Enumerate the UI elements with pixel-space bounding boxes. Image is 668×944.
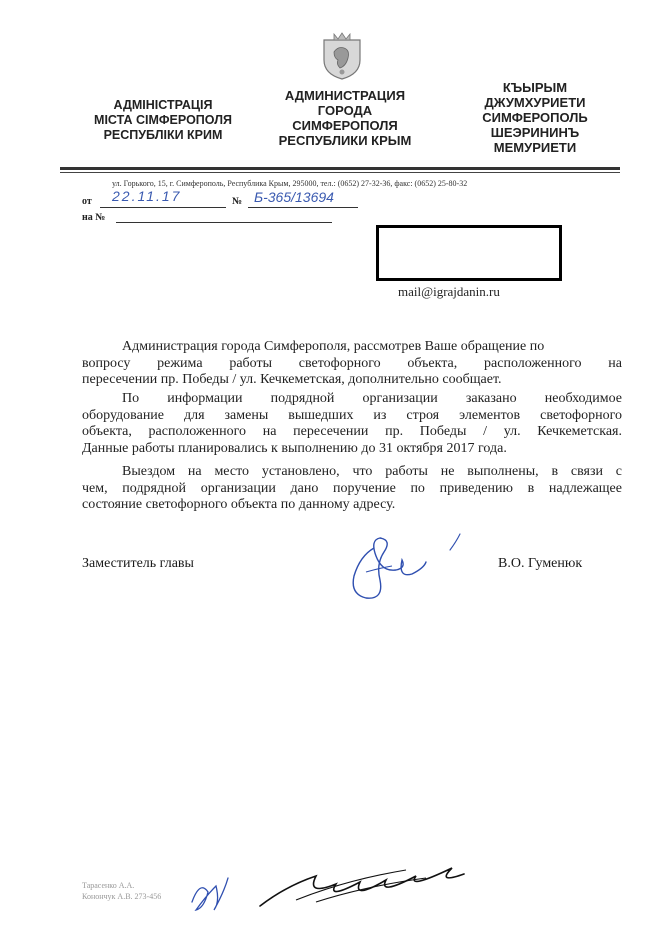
text-line: вопросу режима работы светофорного объекта, расположенного на — [82, 355, 622, 371]
text-line: пересечении пр. Победы / ул. Кечкеметская, дополнительно сообщает. — [82, 372, 502, 387]
signatory-position: Заместитель главы — [82, 556, 194, 571]
text-line: Выездом на место установлено, что работы не выполнены, в связи с — [122, 464, 622, 479]
address-line: ул. Горького, 15, г. Симферополь, Республика Крым, 295000, тел.: (0652) 27-32-36, факс: (0652) 25-80-32 — [112, 179, 468, 188]
text-line: Данные работы планировались к выполнению до 31 октября 2017 года. — [82, 440, 507, 456]
header-line: РЕСПУБЛИКИ КРЫМ — [278, 133, 412, 148]
approval-scribble — [256, 856, 468, 912]
recipient-email: mail@igrajdanin.ru — [398, 284, 500, 299]
executor-line: Тарасенко А.А. — [82, 881, 135, 890]
header-line: МЕМУРИЕТИ — [493, 140, 577, 155]
date-underline — [100, 207, 226, 208]
executor-info — [82, 880, 161, 902]
paragraph-3 — [82, 464, 622, 514]
from-label: от — [82, 196, 92, 207]
redacted-recipient-box — [376, 225, 562, 281]
ref-underline — [116, 222, 332, 223]
header-line: КЪЫРЫМ — [502, 80, 568, 95]
header-divider — [60, 167, 620, 170]
number-label: № — [232, 196, 243, 207]
paragraph-2 — [82, 391, 622, 457]
number-underline — [248, 207, 358, 208]
text-line: чем, подрядной организации дано поручение по приведению в надлежащее — [82, 480, 622, 496]
header-line: АДМИНИСТРАЦИЯ — [284, 88, 406, 103]
text-line: объекта, расположенного на пересечении пр. Победы / ул. Кечкеметская. — [82, 424, 622, 439]
date-value: 22.11.17 — [112, 188, 182, 204]
header-line: РЕСПУБЛІКИ КРИМ — [103, 128, 223, 142]
signatory-name: В.О. Гуменюк — [498, 556, 583, 571]
header-line: МІСТА СІМФЕРОПОЛЯ — [94, 113, 232, 127]
header-line: ШЕЭРИНИНЪ — [490, 125, 580, 140]
header-line: ГОРОДА — [317, 103, 373, 118]
header-line: ДЖУМХУРИЕТИ — [484, 95, 586, 110]
header-line: СИМФЕРОПОЛЯ — [292, 118, 398, 133]
header-ukrainian — [88, 98, 238, 143]
header-divider-thin — [60, 172, 620, 173]
text-line: оборудование для замены вышедших из строя элементов светофорного — [82, 407, 622, 423]
coat-of-arms-icon — [320, 30, 364, 80]
header-line: СИМФЕРОПОЛЬ — [482, 110, 588, 125]
text-line: По информации подрядной организации заказано необходимое — [122, 391, 622, 406]
handwritten-signature — [340, 528, 470, 608]
header-crimean-tatar — [470, 80, 600, 155]
paragraph-1 — [82, 339, 622, 389]
executor-line: Конончук А.В. 273-456 — [82, 892, 162, 901]
initials-scribble — [186, 872, 232, 914]
text-line: Администрация города Симферополя, рассмотрев Ваше обращение по — [122, 339, 545, 354]
header-line: АДМІНІСТРАЦІЯ — [113, 98, 213, 112]
number-value: Б-365/13694 — [254, 189, 334, 205]
header-russian — [270, 88, 420, 148]
ref-label: на № — [82, 212, 106, 223]
text-line: состояние светофорного объекта по данному адресу. — [82, 497, 396, 512]
